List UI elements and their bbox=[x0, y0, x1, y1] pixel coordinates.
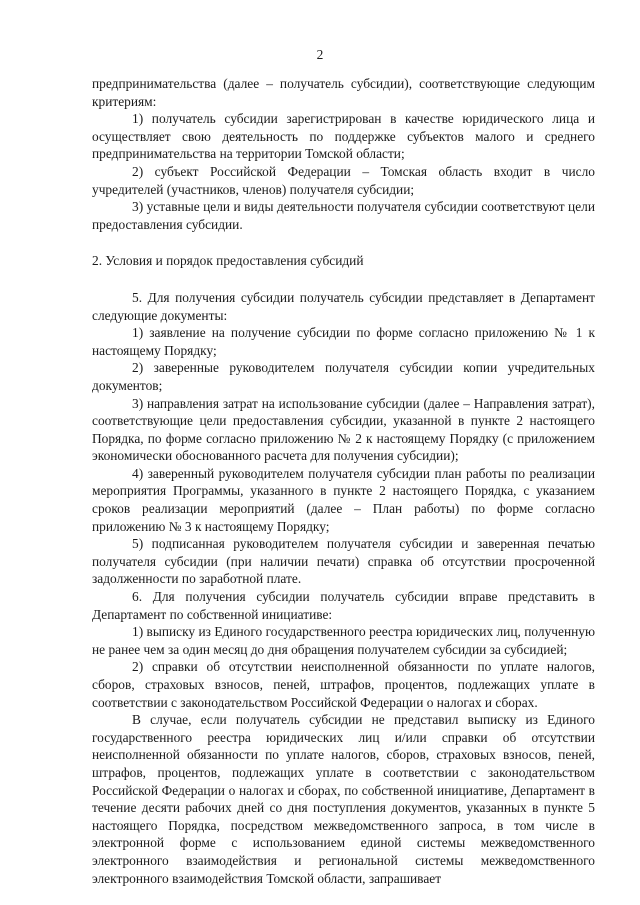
document-body bbox=[92, 75, 595, 887]
paragraph: 3) уставные цели и виды деятельности получателя субсидии соответствуют цели предоставления субсидии. bbox=[92, 199, 595, 232]
paragraph: 3) направления затрат на использование субсидии (далее – Направления затрат), соответствующие цели предоставления субсидии, указанной в пункте 2 настоящего Порядка, по форме согласно приложению № 2 к настоящему Порядку (с приложением экономически обоснованного расчета для получения субсидии); bbox=[92, 395, 595, 464]
paragraph: 4) заверенный руководителем получателя субсидии план работы по реализации мероприятия Программы, указанного в пункте 2 настоящего Порядка, с указанием сроков реализации мероприятий (далее – План работы) по форме согласно приложению № 3 к настоящему Порядку; bbox=[92, 465, 595, 534]
paragraph: 6. Для получения субсидии получатель субсидии вправе представить в Департамент по собственной инициативе: bbox=[92, 589, 595, 622]
section-heading: 2. Условия и порядок предоставления субсидий bbox=[92, 253, 364, 269]
paragraph: 2) субъект Российской Федерации – Томская область входит в число учредителей (участников, членов) получателя субсидии; bbox=[92, 163, 595, 197]
paragraph: 5) подписанная руководителем получателя субсидии и заверенная печатью получателя субсидии (при наличии печати) справка об отсутствии просроченной задолженности по заработной плате. bbox=[92, 536, 595, 587]
criteria-section bbox=[92, 75, 595, 233]
paragraph: 2) справки об отсутствии неисполненной обязанности по уплате налогов, сборов, страховых взносов, пеней, штрафов, процентов, подлежащих уплате в соответствии с законодательством Российской Федерации о налогах и сборах. bbox=[92, 659, 595, 710]
paragraph: 5. Для получения субсидии получатель субсидии представляет в Департамент следующие документы: bbox=[92, 289, 595, 323]
paragraph: 2) заверенные руководителем получателя субсидии копии учредительных документов; bbox=[92, 360, 595, 393]
paragraph: 1) выписку из Единого государственного реестра юридических лиц, полученную не ранее чем за один месяц до дня обращения получателем субсидии за субсидией; bbox=[92, 624, 595, 657]
page-number: 2 bbox=[316, 47, 324, 62]
paragraph: В случае, если получатель субсидии не представил выписку из Единого государственного реестра юридических лиц и/или справки об отсутствии неисполненной обязанности по уплате налогов, сборов, страховых взносов, пеней, штрафов, процентов, подлежащих уплате в соответствии с законодательством Российской Федерации о налогах и сборах, по собственной инициативе, Департамент в течение десяти рабочих дней со дня поступления документов, указанных в пункте 5 настоящего Порядка, посредством межведомственного запроса, в том числе в электронной форме с использованием единой системы межведомственного электронного взаимодействия и региональной системы межведомственного электронного взаимодействия Томской области, запрашивает bbox=[92, 712, 595, 886]
paragraph: предпринимательства (далее – получатель субсидии), соответствующие следующим критериям: bbox=[92, 76, 595, 109]
paragraph: 1) получатель субсидии зарегистрирован в качестве юридического лица и осуществляет свою деятельность по поддержке субъектов малого и среднего предпринимательства на территории Томской области; bbox=[92, 111, 595, 162]
paragraph: 1) заявление на получение субсидии по форме согласно приложению № 1 к настоящему Порядку; bbox=[92, 325, 595, 358]
conditions-section bbox=[92, 289, 595, 887]
